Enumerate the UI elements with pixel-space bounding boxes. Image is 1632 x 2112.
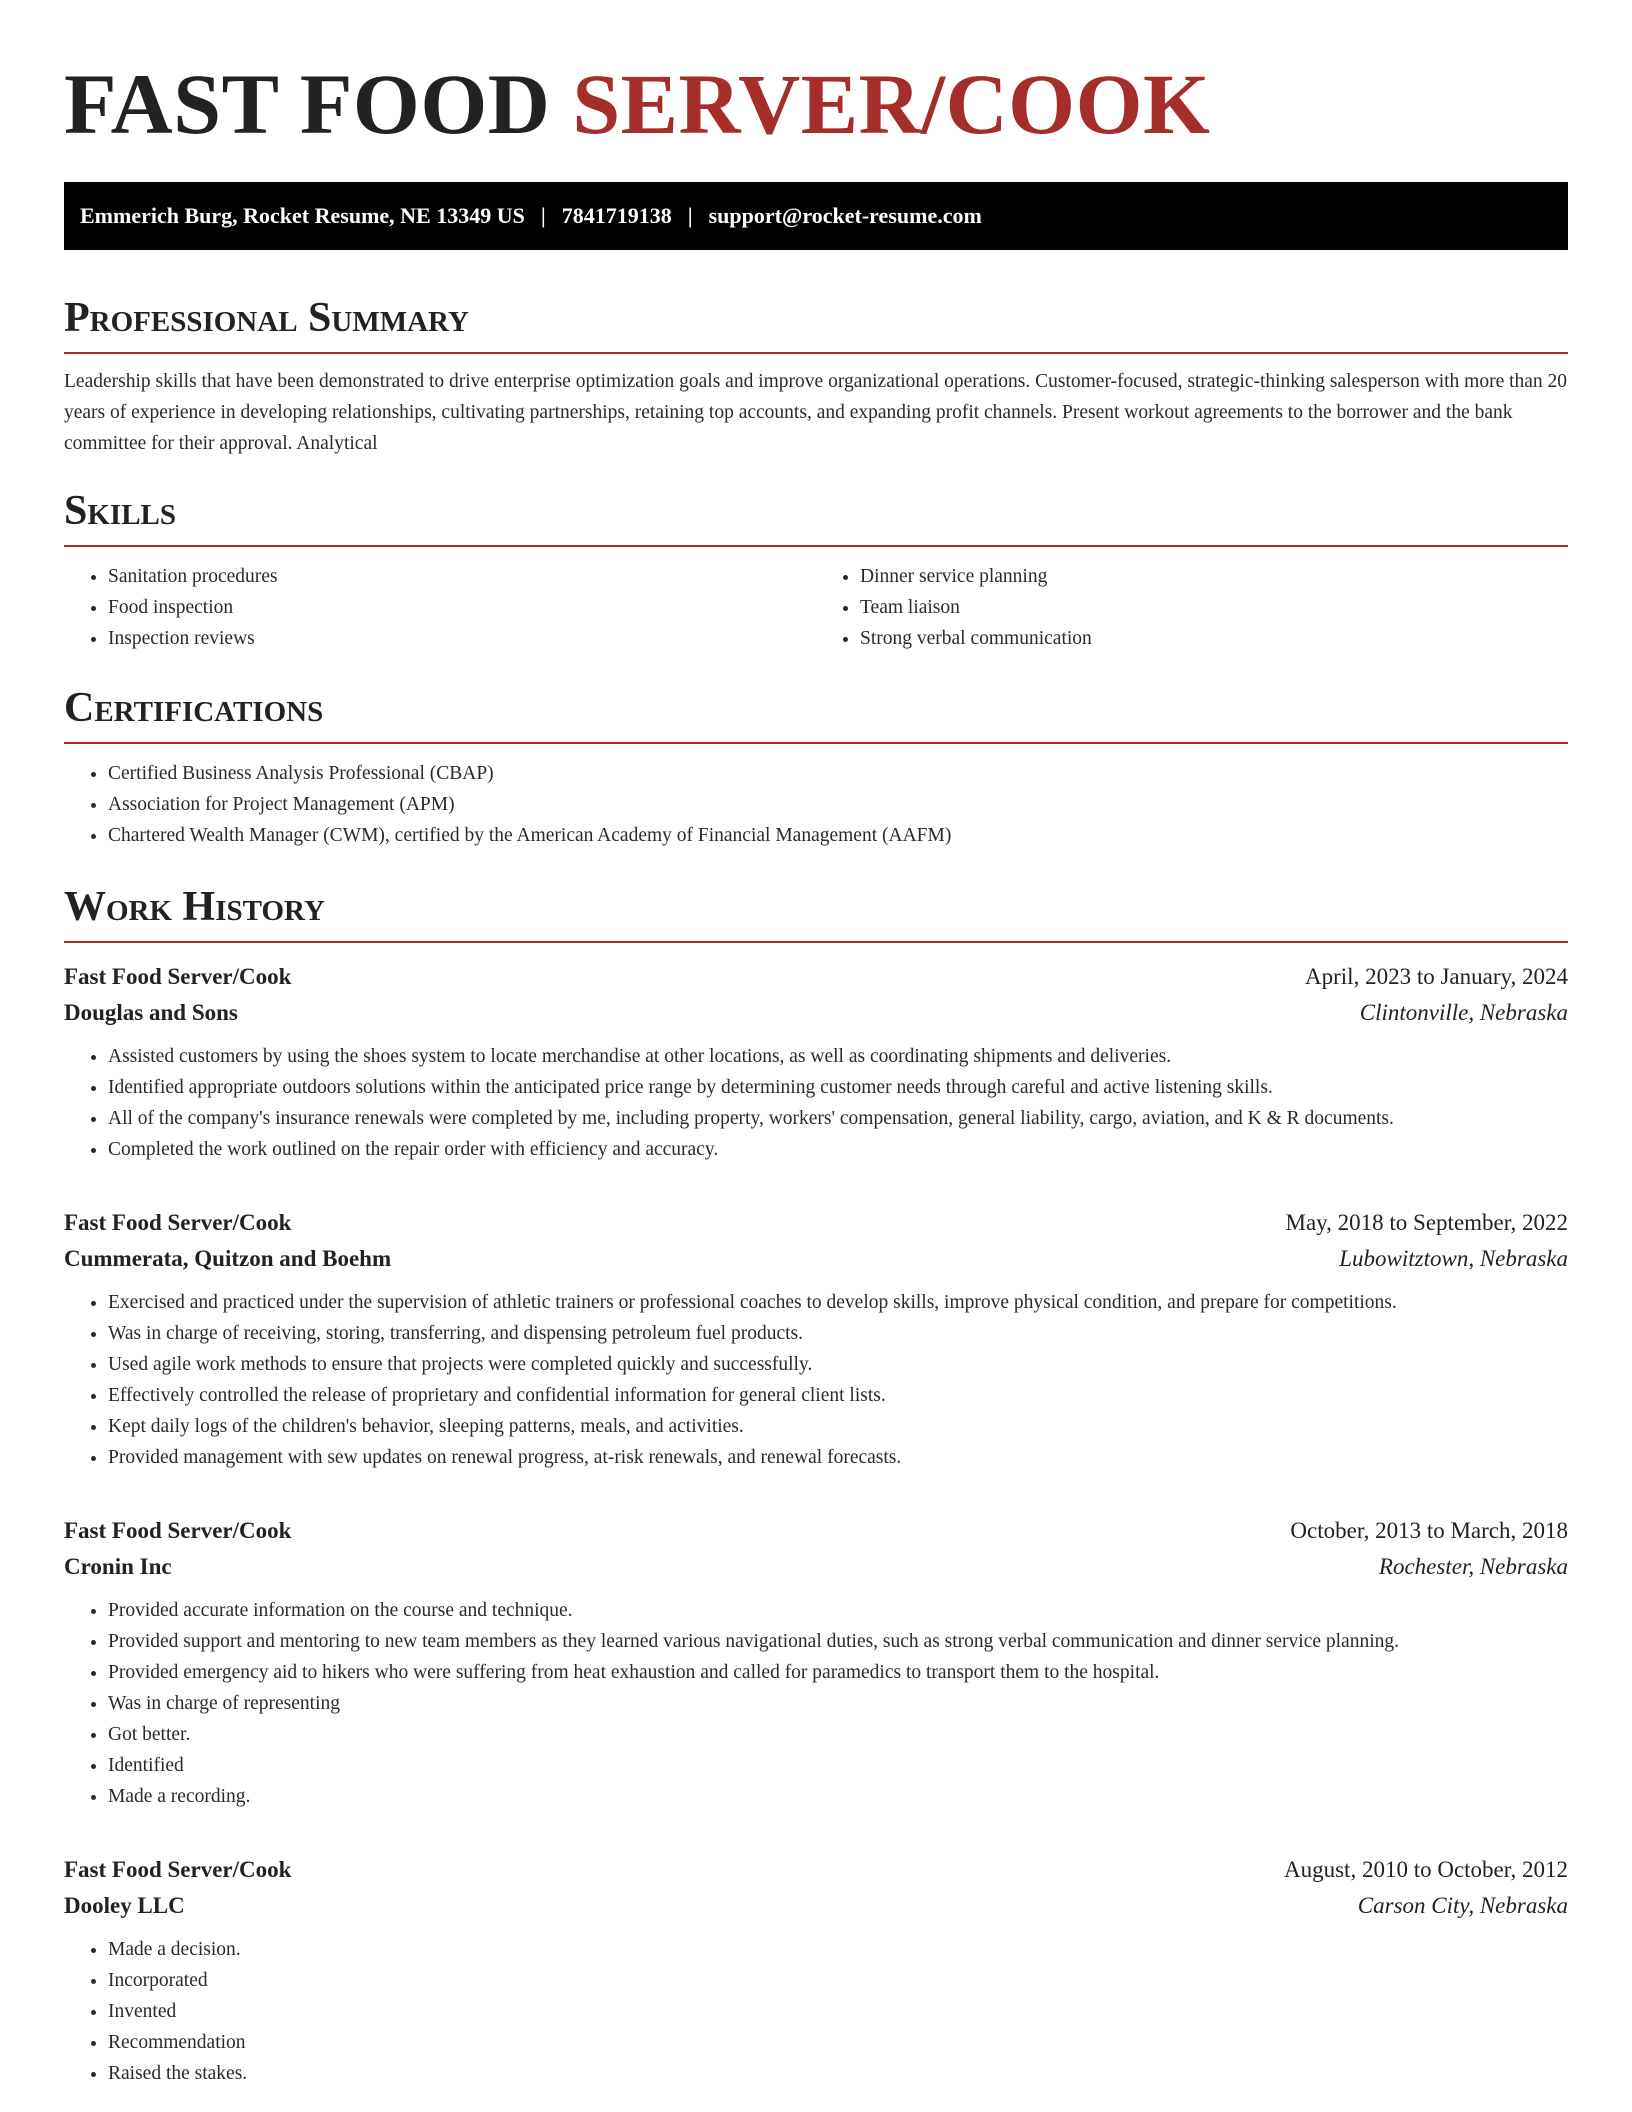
job-location: Carson City, Nebraska — [1357, 1893, 1568, 1918]
job-location: Clintonville, Nebraska — [1359, 1000, 1568, 1025]
job-company: Douglas and Sons — [64, 1000, 238, 1025]
job-title: Fast Food Server/Cook — [64, 1210, 292, 1235]
certification-item: • Association for Project Management (APM) — [108, 789, 1568, 820]
skill-item: • Team liaison — [860, 592, 1568, 623]
work-history-heading: Work History — [64, 883, 1568, 943]
job-company: Dooley LLC — [64, 1893, 185, 1918]
job-bullets — [64, 1287, 1568, 1473]
job-bullet: • Provided emergency aid to hikers who were suffering from heat exhaustion and called for paramedics to transport them to the hospital. — [108, 1657, 1568, 1688]
job-bullet: • Made a recording. — [108, 1781, 1568, 1812]
job-title: Fast Food Server/Cook — [64, 964, 292, 989]
job-title: Fast Food Server/Cook — [64, 1518, 292, 1543]
job-bullet: • Was in charge of receiving, storing, transferring, and dispensing petroleum fuel products. — [108, 1318, 1568, 1349]
title-main: FAST FOOD — [64, 56, 551, 152]
job-entry — [64, 1852, 1568, 2089]
resume-title — [64, 0, 1568, 152]
job-bullets — [64, 1041, 1568, 1165]
job-location: Rochester, Nebraska — [1378, 1554, 1568, 1579]
title-accent: SERVER/COOK — [572, 56, 1211, 152]
job-bullet: • Used agile work methods to ensure that projects were completed quickly and successfully. — [108, 1349, 1568, 1380]
job-bullet: • Made a decision. — [108, 1934, 1568, 1965]
job-header-row — [64, 1513, 1568, 1549]
certifications-heading: Certifications — [64, 684, 1568, 744]
job-title: Fast Food Server/Cook — [64, 1857, 292, 1882]
skills-list-right — [816, 561, 1568, 654]
contact-email: support@rocket-resume.com — [708, 203, 982, 228]
certification-item: • Certified Business Analysis Professional (CBAP) — [108, 758, 1568, 789]
job-bullet: • Exercised and practiced under the supervision of athletic trainers or professional coaches to develop skills, improve physical condition, and prepare for competitions. — [108, 1287, 1568, 1318]
summary-heading: Professional Summary — [64, 294, 1568, 354]
skill-item: • Dinner service planning — [860, 561, 1568, 592]
skill-item: • Strong verbal communication — [860, 623, 1568, 654]
job-dates: May, 2018 to September, 2022 — [1285, 1210, 1568, 1235]
job-bullets — [64, 1934, 1568, 2089]
job-company-row — [64, 1888, 1568, 1924]
skill-item: • Inspection reviews — [108, 623, 816, 654]
job-bullet: • Incorporated — [108, 1965, 1568, 1996]
job-bullet: • Was in charge of representing — [108, 1688, 1568, 1719]
job-bullet: • Identified appropriate outdoors solutions within the anticipated price range by determining customer needs through careful and active listening skills. — [108, 1072, 1568, 1103]
job-company-row — [64, 1549, 1568, 1585]
job-bullet: • Recommendation — [108, 2027, 1568, 2058]
job-entry — [64, 959, 1568, 1165]
job-bullet: • Got better. — [108, 1719, 1568, 1750]
job-bullet: • Invented — [108, 1996, 1568, 2027]
contact-separator: | — [687, 203, 693, 228]
skills-list-left — [64, 561, 816, 654]
job-dates: April, 2023 to January, 2024 — [1305, 964, 1568, 989]
job-bullet: • Assisted customers by using the shoes system to locate merchandise at other locations, as well as coordinating shipments and deliveries. — [108, 1041, 1568, 1072]
summary-text: Leadership skills that have been demonstrated to drive enterprise optimization goals and improve organizational operations. Customer-focused, strategic-thinking salesperson with more than 20 years of experience in developing relationships, cultivating partnerships, retaining top accounts, and expanding profit channels. Present workout agreements to the borrower and the bank committee for their approval. Analytical — [64, 371, 1568, 454]
contact-address: Emmerich Burg, Rocket Resume, NE 13349 US — [80, 203, 525, 228]
job-bullet: • Provided accurate information on the course and technique. — [108, 1595, 1568, 1626]
job-company-row — [64, 1241, 1568, 1277]
job-dates: October, 2013 to March, 2018 — [1290, 1518, 1568, 1543]
job-bullet: • All of the company's insurance renewals were completed by me, including property, workers' compensation, general liability, cargo, aviation, and K & R documents. — [108, 1103, 1568, 1134]
job-company: Cronin Inc — [64, 1554, 172, 1579]
job-bullet: • Kept daily logs of the children's behavior, sleeping patterns, meals, and activities. — [108, 1411, 1568, 1442]
contact-phone: 7841719138 — [561, 203, 672, 228]
job-bullet: • Raised the stakes. — [108, 2058, 1568, 2089]
job-bullet: • Provided support and mentoring to new team members as they learned various navigational duties, such as strong verbal communication and dinner service planning. — [108, 1626, 1568, 1657]
job-bullets — [64, 1595, 1568, 1812]
skills-grid — [64, 561, 1568, 654]
skill-item: • Food inspection — [108, 592, 816, 623]
job-company-row — [64, 995, 1568, 1031]
job-entry — [64, 1205, 1568, 1473]
job-bullet: • Completed the work outlined on the repair order with efficiency and accuracy. — [108, 1134, 1568, 1165]
contact-bar — [64, 182, 1568, 250]
job-entry — [64, 1513, 1568, 1812]
job-location: Lubowitztown, Nebraska — [1339, 1246, 1568, 1271]
job-bullet: • Provided management with sew updates on renewal progress, at-risk renewals, and renewal forecasts. — [108, 1442, 1568, 1473]
job-bullet: • Identified — [108, 1750, 1568, 1781]
skills-heading: Skills — [64, 487, 1568, 547]
certifications-list — [64, 758, 1568, 851]
certification-item: • Chartered Wealth Manager (CWM), certified by the American Academy of Financial Management (AAFM) — [108, 820, 1568, 851]
job-company: Cummerata, Quitzon and Boehm — [64, 1246, 392, 1271]
job-header-row — [64, 959, 1568, 995]
job-bullet: • Effectively controlled the release of proprietary and confidential information for general client lists. — [108, 1380, 1568, 1411]
job-dates: August, 2010 to October, 2012 — [1284, 1857, 1568, 1882]
job-header-row — [64, 1852, 1568, 1888]
job-header-row — [64, 1205, 1568, 1241]
skill-item: • Sanitation procedures — [108, 561, 816, 592]
contact-separator: | — [540, 203, 546, 228]
